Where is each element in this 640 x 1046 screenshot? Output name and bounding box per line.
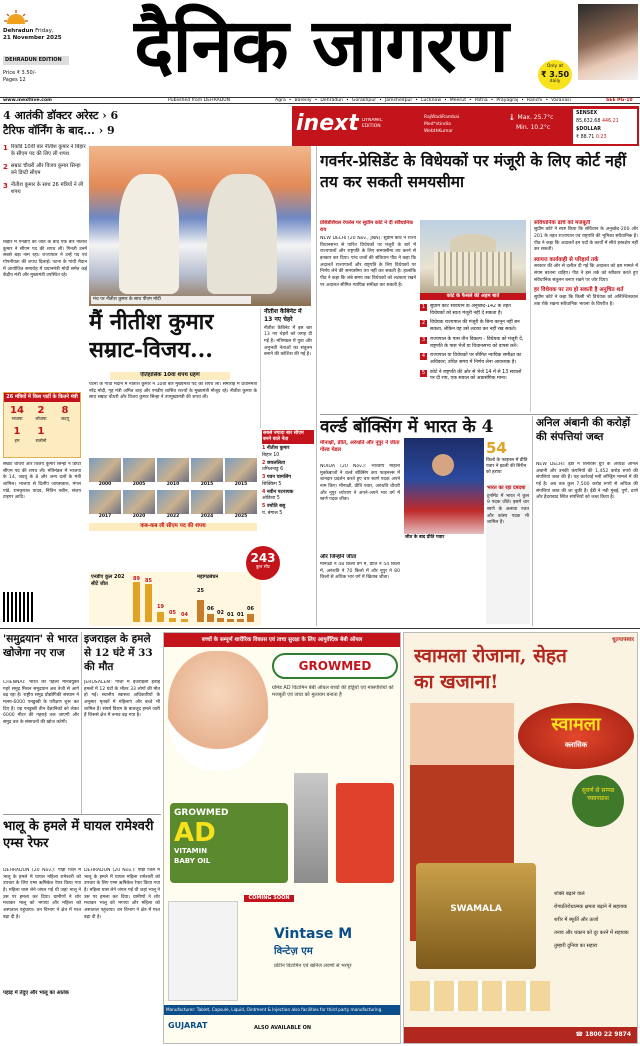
city-item: Dehradun [320, 98, 344, 103]
oath-timeline [89, 458, 257, 570]
nda-bar [169, 618, 176, 622]
swamala-ad[interactable] [403, 632, 638, 1044]
swamala-headline: स्वामला रोजाना, सेहत का खजाना! [414, 645, 567, 693]
main-photo [89, 146, 311, 306]
timeline-year: 2024 [200, 514, 214, 520]
mg-bar [227, 619, 234, 622]
city-item: Meerut [449, 98, 467, 103]
mg-bar [197, 600, 204, 622]
qr-code-icon[interactable] [3, 592, 33, 622]
sun-logo-icon [3, 8, 29, 24]
timeline-year: 2020 [132, 514, 146, 520]
feature-item: शरीर में स्फूर्ति और ऊर्जा [554, 917, 599, 923]
city-item: Ranchi [526, 98, 543, 103]
party-name: हम [14, 438, 20, 444]
cm-ranking [262, 430, 314, 546]
price-badge-amount: ₹ 3.50 [540, 70, 570, 80]
total-seats-badge [246, 546, 280, 580]
ministers-count: 14 [10, 404, 24, 416]
feature-item: तुम्हारी दुनिया का सहारा [554, 943, 598, 949]
city-item: Varanasi [551, 98, 571, 103]
ranking-item[interactable]: 2 जयललिता तमिलनाडु 6 [262, 460, 285, 473]
price-badge [538, 60, 572, 90]
party-name: जदयू [60, 417, 70, 423]
city-item: Lucknow [421, 98, 442, 103]
pages-text: Pages 12 [3, 77, 26, 83]
timeline-year: 2015 [200, 482, 214, 487]
min-temp: Min. 10.2°c [516, 124, 551, 131]
israel-body: JERUSALEM: गाजा में इजराइली हवाई हमलों में 12 घंटों के भीतर 33 लोगों की मौत हो गई। स्थानीय स्वास्थ्य अधिकारियों के अनुसार मृतकों में महिलाएं और बच्चे भी शामिल हैं। संघर्ष विराम के बावजूद हमले जारी हैं जिससे क्षेत्र में तनाव बढ़ गया है। [84, 680, 160, 719]
samudrayan-body: CHENNAI: भारत का पहला मानवयुक्त गहरे समुद्र मिशन समुद्रयान अब तेजी से आगे बढ़ रहा है। राष्ट्रीय समुद्र प्रौद्योगिकी संस्थान ने मत्स्य-6000 पनडुब्बी के परीक्षण शुरू कर दिए हैं। यह पनडुब्बी तीन वैज्ञानिकों को लेकर 6000 मीटर की गहराई तक जाएगी और समुद्र तल के संसाधनों की खोज करेगी। [3, 680, 79, 725]
timeline-year: 2017 [98, 514, 112, 520]
cabinet-title: नीतीश कैबिनेट में 13 नए चेहरे [264, 308, 302, 323]
sc-point: 5 कोर्ट ने राष्ट्रपति की ओर से भेजे 14 में से 13 सवालों पर दी राय, एक सवाल को अप्रासंगिक माना। [421, 369, 522, 382]
boxing-body-2: मीनाक्षी ने 48 किलो वर्ग में, प्रीति ने 54 किलो में, अरुंधति ने 70 किलो में और नूपुर ने 80 किलो से अधिक भार वर्ग में खिताब जीता। [320, 562, 400, 581]
edition-cities: Agra • Bareilly • Dehradun • Gorakhpur • Jamshedpur • Lucknow • Meerut • Patna • Prayagraj • Ranchi • Varanasi [275, 98, 571, 103]
ingredients-row [410, 981, 550, 1011]
nitish-headline[interactable]: मैं नीतीश कुमार सम्राट-विजय... [89, 309, 214, 363]
twitter-handle[interactable]: RajWadiRambai [424, 115, 460, 120]
ranking-title: सबसे ज्यादा बार सीएम बनने वाले नेता [262, 430, 314, 444]
total-seats-label: कुल सीट [255, 565, 271, 570]
sc-side-text-2: सरकार की ओर से दलील दी गई कि अदालत को इस मामले में संयम बरतना चाहिए। पीठ ने इस तर्क को स्वीकार करते हुए संवैधानिक संतुलन बनाए रखने पर जोर दिया। [534, 264, 638, 283]
left-article-text: बिहार में एनडीए को जीत के बाद एक बार नीतीश कुमार ने सीएम पद की शपथ ली। गिनती उनमें सबसे बड़ा नाम रहा। राज्यपाल ने उन्हें पद एवं गोपनीयता की शपथ दिलाई। पटना के गांधी मैदान में आयोजित समारोह में प्रधानमंत्री मोदी समेत कई केंद्रीय मंत्री और मुख्यमंत्री उपस्थित रहे। [3, 240, 87, 279]
nda-bar [145, 584, 152, 622]
sc-point: 1 सुप्रीम कोर्ट संविधान के अनुच्छेद-142 के तहत विधेयकों को स्वतः मंजूरी नहीं दे सकता है। [421, 304, 511, 316]
mg-bars [197, 584, 259, 622]
vintase-desc: प्रोटीन विटामिन एवं खनिज लवणों से भरपूर [274, 963, 352, 969]
timeline-label: कब-कब ली सीएम पद की शपथ [89, 523, 257, 530]
court-dome [450, 234, 496, 252]
site-url[interactable]: www.inextlive.com [3, 98, 52, 103]
city-item: Gorakhpur [351, 98, 377, 103]
sc-headline[interactable]: गवर्नर-प्रेसिडेंट के विधेयकों पर मंजूरी के लिए कोर्ट नहीं तय कर सकती समयसीमा [320, 151, 627, 191]
bar-label: 05 [169, 610, 176, 616]
feature-item: शक्ति बढ़ाने वाले [554, 891, 585, 897]
cabinet-text: नीतीश कैबिनेट में इस बार 13 नए चेहरों को जगह दी गई है। मंत्रिमंडल में युवा और अनुभवी नेताओं का संतुलन बनाने की कोशिश की गई है। [264, 325, 312, 358]
market-box [573, 109, 637, 144]
mg-bar [207, 614, 214, 622]
ministers-title: 26 मंत्रियों में किस पार्टी के कितने मंत्री [4, 393, 80, 402]
price-text: Price ₹ 3.50/- [3, 70, 37, 76]
sc-body: NEW DELHI (20 Nov., JNN): सुप्रीम कोर्ट ने राज्य विधानसभा से पारित विधेयकों पर मंजूरी के बारे में राज्यपालों और राष्ट्रपति के लिए समयसीमा तय करने से इनकार कर दिया। पांच जजों की संविधान पीठ ने कहा कि अदालतें राज्यपालों और राष्ट्रपति के लिए विधेयकों पर निर्णय लेने की समयसीमा तय नहीं कर सकती हैं। हालांकि पीठ ने कहा कि लंबे समय तक विधेयकों को लटकाए रखने पर अदालत सीमित न्यायिक समीक्षा कर सकती है। [320, 236, 416, 288]
boxer-caption: जीत के बाद प्रीति पवार [404, 534, 484, 542]
ranking-item[interactable]: 5 ज्योति बसु पं. बंगाल 5 [262, 504, 286, 516]
nda-title: एनडीए कुल 202 सीटें जीत [91, 574, 125, 587]
brief-item[interactable]: 3 नीतीश कुमार के साथ 26 मंत्रियों ने ली शपथ [3, 182, 84, 196]
person-figure [207, 174, 277, 294]
boxing-fact [486, 438, 530, 480]
facebook-handle[interactable]: Med*stindia [424, 122, 451, 127]
coming-soon: COMING SOON [244, 895, 294, 902]
ambani-body: NEW DELHI: ईडी ने रिलायंस ग्रुप के अध्यक्ष अनिल अंबानी और उनकी कंपनियों की 1,452 करोड़ रुपये की संपत्तियां जब्त की हैं। यह कार्रवाई मनी लॉन्ड्रिंग मामले में की गई है। अब तक कुल 7,500 करोड़ रुपये से अधिक की संपत्तियां जब्त की जा चुकी हैं। ईडी ने नवी मुंबई, पुणे, ठाणे और हैदराबाद स्थित संपत्तियों को जब्त किया है। [536, 462, 638, 501]
timeline-year: 2025 [234, 514, 248, 520]
thermometer-icon: 🌡 [508, 114, 516, 121]
see-page-link[interactable]: SEE PG-10 [606, 98, 633, 103]
swamala-jar: SWAMALA [416, 863, 536, 969]
oil-bottle [294, 773, 328, 883]
boxing-box [486, 484, 530, 624]
newspaper-title: दैनिक जागरण [134, 3, 508, 89]
timeline-year: 2000 [98, 482, 112, 487]
gujarat-logo: GUJARAT [168, 1021, 208, 1030]
sc-side-text: सुप्रीम कोर्ट ने स्पष्ट किया कि संविधान के अनुच्छेद-200 और 201 के तहत राज्यपाल एवं राष्ट्रपति की भूमिका संवैधानिक है। पीठ ने कहा कि अदालतें इन पदों के कार्यों में सीधे हस्तक्षेप नहीं कर सकतीं। [534, 227, 638, 253]
bar-label: 01 [227, 612, 234, 618]
city-item: Prayagraj [496, 98, 519, 103]
bhalu-body: DEHRADUN (20 Nov.): पौड़ी जिले में भालू के हमले में घायल महिला रामेश्वरी को उपचार के लिए एम्स ऋषिकेश रेफर किया गया है। महिला घास लेने जंगल गई थी जहां भालू ने उस पर हमला कर दिया। ग्रामीणों ने शोर मचाकर भालू को भगाया और महिला को अस्पताल पहुंचाया। वन विभाग ने क्षेत्र में गश्त बढ़ा दी है। [3, 868, 81, 920]
dollar-change: 0.23 [595, 135, 607, 140]
ranking-item[interactable]: 3 पवन चामलिंग सिक्किम 5 [262, 475, 291, 487]
sensex-change: 446.21 [601, 119, 619, 124]
weekday: Friday, [35, 28, 54, 34]
helpline-number[interactable]: 1800 22 9874 [585, 1031, 631, 1038]
mg-bar [237, 619, 244, 622]
boxing-headline[interactable]: वर्ल्ड बॉक्सिंग में भारत के 4 [320, 417, 494, 437]
sc-kicker: प्रेसिडेंशियल रेफरेंस पर सुप्रीम कोर्ट ने दी संवैधानिक राय [320, 220, 413, 233]
bar-label: 85 [145, 578, 152, 584]
brief-item[interactable]: 1 रिकॉर्ड 10वीं बार नीतीश कुमार ने बिहार के सीएम पद की लिए ली शपथ [3, 144, 86, 158]
court-pillars [434, 252, 512, 286]
baby-image [168, 651, 268, 771]
brief-item[interactable]: 2 सम्राट चौधरी और विजय कुमार सिन्हा बने डिप्टी सीएम [3, 163, 81, 177]
price-badge-only: Only at [546, 64, 564, 69]
ambani-headline[interactable]: अनिल अंबानी की करोड़ों की संपत्तियां जब्त [536, 417, 631, 443]
teasers [3, 108, 163, 140]
total-seats: 243 [250, 551, 276, 565]
boxing-number-text: किलो के फाइनल में प्रीति पवार ने इटली की सिरीन को हराया [486, 458, 528, 476]
top-strip [0, 97, 640, 104]
seats-chart [89, 572, 261, 626]
swamala-badge: सुवर्ण से सम्पन्न च्यवनप्राश [572, 775, 624, 827]
bhalu-subhead: पहाड़ में तेंदुए और भालू का आतंक [3, 990, 69, 996]
sensex-value: 85,632.68 [576, 119, 601, 124]
phone-icon: ☎ [575, 1031, 583, 1038]
sc-side-title-3: हर विधेयक पर तय हो सकती है अनुचित शर्त [534, 287, 624, 294]
person-figure [119, 174, 179, 294]
court-caption: कोर्ट के फैसले की अहम बातें [420, 293, 526, 300]
party-name: रालोमो [35, 438, 47, 444]
sc-point: 2 विधेयक राज्यपाल की मंजूरी के बिना कानून नहीं बन सकता, लेकिन वह उसे लटका कर नहीं रख सकते। [421, 320, 520, 333]
inext-logo: inext [296, 111, 359, 136]
growmed-footer: Manufacturer: Tablet, Capsule, Liquid, Ointment & Injection also facilities for third party manufacturing [164, 1005, 400, 1015]
sc-side-title-2: स्वायत्त कार्यवाही से परिहार्य तर्क [534, 257, 599, 264]
bar-label: 19 [157, 604, 164, 610]
sc-side-title: संविधानिक ढांचे को मजबूती [534, 220, 591, 226]
sc-side-text-3: सुप्रीम कोर्ट ने कहा कि किसी भी विधेयक को अनिश्चितकाल तक रोके रखना संवैधानिक भावना के विपरीत है। [534, 294, 638, 307]
inext-edition: DYNAMIC EDITION [362, 118, 383, 129]
ministers-count: 1 [13, 426, 21, 438]
price-badge-daily: daily [549, 79, 561, 85]
left-article-text-2: सम्राट चौधरी और विजय कुमार सिन्हा ने डिप्टी सीएम पद की शपथ ली। मंत्रिमंडल में भाजपा के 14, जदयू के 8 और अन्य दलों के मंत्री शामिल। भाजपा से दिलीप जायसवाल, मंगल पांडे, रामकृपाल यादव, नितिन नबीन, संजय टाइगर आदि। [3, 462, 81, 501]
bhalu-headline[interactable]: भालू के हमले में घायल रामेश्वरी एम्स रेफर [3, 819, 154, 851]
bar-label: 02 [217, 610, 224, 616]
party-name: लोजपा [35, 417, 47, 423]
masthead [0, 0, 640, 96]
edition-label: DEHRADUN EDITION [3, 56, 69, 65]
syrup-bottle [336, 783, 394, 883]
max-temp: Max. 25.7°c [517, 114, 554, 121]
city-item: Jamshedpur [384, 98, 413, 103]
ministers-count: 1 [37, 426, 45, 438]
weather-box [508, 113, 568, 141]
boxer-photo [404, 438, 484, 542]
photo-caption: मंच पर नीतीश कुमार के साथ पीएम मोदी [91, 296, 251, 304]
growmed-desc: ग्रोमेड AD विटामिन बेबी ऑयल बच्चों की हड्डियों एवं मांसपेशियों को मजबूती एवं त्वचा को मुलायम बनाता है [272, 685, 394, 698]
ministers-count: 2 [37, 404, 45, 416]
ranking-item[interactable]: 1 नीतीश कुमार बिहार 10 [262, 446, 290, 458]
boxing-box-title: भारत का रहा दबदबा [487, 485, 526, 491]
sc-point: 4 राज्यपाल या विधेयकों पर सीमित न्यायिक समीक्षा का अधिकार; उचित समय में निर्णय लेना आवश्यक है। [421, 353, 522, 365]
also-available: ALSO AVAILABLE ON [254, 1025, 312, 1031]
timeline-year: 2010 [166, 482, 180, 487]
vintase-pack [168, 901, 238, 1001]
nda-bar [181, 619, 188, 622]
sc-sidebar [530, 220, 638, 412]
bar-label: 89 [133, 576, 140, 582]
dhootapapeshwar-logo: धूतपापेश्वर [612, 637, 634, 643]
city-item: Agra [275, 98, 286, 103]
israel-headline[interactable]: इजराइल के हमले से 12 घंटे में 33 की मौत [84, 633, 153, 673]
timeline-year: 2015 [234, 482, 248, 487]
boxer-head [432, 454, 454, 476]
vintase-brand: Vintase M [274, 926, 353, 942]
bar-label: 04 [181, 612, 188, 618]
issue-date: 21 November 2025 [3, 35, 62, 42]
feature-item: रोगप्रतिरोधात्मक क्षमता बढ़ाने में सहायक [554, 904, 627, 910]
mg-bar [217, 618, 224, 622]
left-briefs [3, 144, 87, 240]
nitish-tag: ऐतिहासिक 10वां शपथ ग्रहण [110, 372, 230, 380]
swamala-features [554, 891, 634, 1031]
published-from: Published from DEHRADUN [168, 98, 231, 103]
bar-label: 01 [237, 612, 244, 618]
samudrayan-headline[interactable]: 'समुद्रयान' से भारत खोजेगा नए राज [3, 633, 78, 659]
bar-label: 06 [207, 606, 214, 612]
dollar-label: $DOLLAR [576, 127, 601, 132]
boxing-kicker: मीनाक्षी, प्रीति, अरुंधति और नूपुर ने जीता गोल्ड मेडल [320, 440, 400, 453]
swamala-logo: स्वामला क्लासिक [518, 703, 634, 769]
city-item: Bareilly [294, 98, 312, 103]
social-handles [424, 114, 502, 135]
nda-bar [157, 612, 164, 622]
inext-bar [292, 106, 639, 146]
teaser-item[interactable]: 4 आतंकी डॉक्टर अरेस्ट › 6 [3, 109, 119, 122]
nitish-body: पटना के गांधी मैदान में नीतीश कुमार ने 10वीं बार मुख्यमंत्री पद की शपथ ली। समारोह में प्रधानमंत्री नरेंद्र मोदी, गृह मंत्री अमित शाह और एनडीए शासित राज्यों के मुख्यमंत्री मौजूद रहे। नीतीश कुमार के साथ सम्राट चौधरी और विजय कुमार सिन्हा ने उपमुख्यमंत्री की शपथ ली। [89, 382, 257, 401]
growmed-ad[interactable] [163, 632, 401, 1044]
sc-point: 3 राज्यपाल के पास तीन विकल्प - विधेयक को मंजूरी दें, राष्ट्रपति के पास भेजें या विधानसभा को वापस करें। [421, 336, 524, 349]
sensex-label: SENSEX [576, 111, 598, 116]
nda-bar [133, 582, 140, 622]
boxing-body: NOIDA (20 Nov.): भारतीय महिला मुक्केबाजों ने वर्ल्ड बॉक्सिंग कप फाइनल्स में शानदार प्रदर्शन करते हुए चार स्वर्ण पदक अपने नाम किए। मीनाक्षी, प्रीति पवार, अरुंधति चौधरी और नूपुर श्योराण ने अपने-अपने भार वर्ग में स्वर्ण पदक जीता। [320, 464, 400, 503]
ministers-box [3, 392, 81, 458]
bar-label: 25 [197, 588, 204, 594]
bhalu-body-2: DEHRADUN (20 Nov.): पौड़ी जिले में भालू के हमले में घायल महिला रामेश्वरी को उपचार के लिए एम्स ऋषिकेश रेफर किया गया है। महिला घास लेने जंगल गई थी जहां भालू ने उस पर हमला कर दिया। ग्रामीणों ने शोर मचाकर भालू को भगाया और महिला को अस्पताल पहुंचाया। वन विभाग ने क्षेत्र में गश्त बढ़ा दी है। [84, 868, 160, 920]
party-name: भाजपा [11, 417, 23, 423]
timeline-year: 2005 [132, 482, 146, 487]
vintase-brand-hi: विन्टेज़ एम [274, 946, 313, 957]
city-name: Dehradun [3, 28, 34, 34]
sc-points [420, 304, 526, 412]
court-photo [420, 220, 526, 300]
ministers-count: 8 [61, 404, 69, 416]
instagram-handle[interactable]: WebthKumar [424, 129, 453, 134]
model-photo [578, 4, 638, 80]
growmed-logo: GROWMED [272, 653, 398, 679]
mg-title: महागठबंधन [197, 574, 219, 580]
city-item: Patna [474, 98, 488, 103]
boxing-number: 54 [486, 439, 507, 457]
growmed-box: GROWMED AD VITAMIN BABY OIL [170, 803, 288, 883]
growmed-top: बच्चों के सम्पूर्ण शारीरिक विकास एवं त्वचा सुरक्षा के लिए आयुर्वेदिक बेबी ऑयल [164, 633, 400, 647]
dollar-value: ₹ 88.71 [576, 135, 595, 140]
timeline-year: 2022 [166, 514, 180, 520]
mg-bar [247, 614, 254, 622]
teaser-item[interactable]: टैरिफ वॉर्निंग के बाद... › 9 [3, 124, 115, 137]
helpline-bar [404, 1027, 637, 1043]
ranking-item[interactable]: 4 नवीन पटनायक ओडिशा 5 [262, 489, 294, 502]
boxing-box-text: टूर्नामेंट में भारत ने कुल 9 पदक जीते। इसमें चार स्वर्ण के अलावा रजत और कांस्य पदक भी शामिल हैं। [487, 493, 529, 526]
feature-item: तनाव और थकान को दूर करने में सहायक [554, 930, 629, 936]
cabinet-box [260, 308, 312, 428]
nda-bars [133, 576, 193, 622]
bar-label: 06 [247, 606, 254, 612]
boxing-subhead: और जिन्होंने जीता [320, 554, 357, 560]
